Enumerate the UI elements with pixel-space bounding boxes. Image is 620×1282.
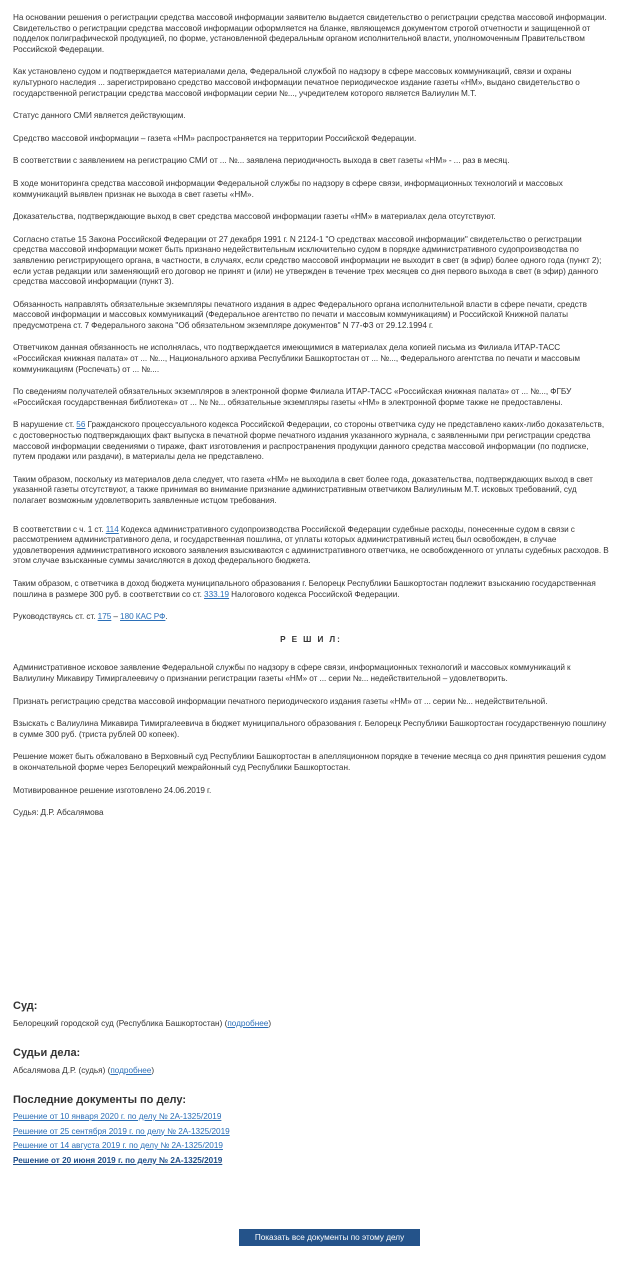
paragraph-text: . [165,612,168,622]
article-175-link[interactable]: 175 [97,612,112,622]
paragraph-text: Гражданского процессуального кодекса Российской Федерации, со стороны ответчика суду не представлено каких-либо доказательств, с достоверностью подтверждающих факт выпуска в печатной форме печатного издания указанного журнала, с заявленными при регистрации средства массовой информации сведениями о тираже, факт изготовления и распространения продукции данного средства массовой информации (по подписке, путем продажи или раздачи), в материалы дела не представлено. [13,420,605,462]
judge-signature: Судья: Д.Р. Абсалямова [13,808,104,818]
paragraph: На основании решения о регистрации средства массовой информации заявителю выдается свидетельство о регистрации средства массовой информации. Свидетельство о регистрации средства массовой информации оформляется на бланке, являющемся документом строгой отчетности и защищенной от подделок полиграфической продукцией, по форме, установленной федеральным органом исполнительной власти, уполномоченным Правительством Российской Федерации. [13,13,607,54]
paragraph: Доказательства, подтверждающие выход в свет средства массовой информации газеты «НМ» в материалах дела отсутствуют. [13,212,496,222]
paragraph: В ходе мониторинга средства массовой информации Федеральной службы по надзору в сфере связи, информационных технологий и массовых коммуникаций выявлен признак не выхода в свет газеты «НМ». [13,178,563,199]
case-info [13,1000,609,1242]
paren: ( [105,1066,111,1075]
recent-docs-heading: Последние документы по делу: [13,1094,187,1106]
court-more-link[interactable]: подробнее [227,1019,269,1028]
paren: ( [222,1019,228,1028]
resolve-heading: Р Е Ш И Л: [280,634,342,644]
list-item [13,1127,609,1137]
court-heading: Суд: [13,1000,38,1012]
paragraph-guided [13,612,609,623]
resolution-item: Взыскать с Валиулина Микавира Тимиргалеевича в бюджет муниципального образования г. Белорецк Республики Башкортостан государственную пошлину в сумме 300 руб. (триста рублей 00 копеек). [13,719,607,739]
court-name: Белорецкий городской суд (Республика Башкортостан) [13,1019,223,1028]
resolution-item: Решение может быть обжаловано в Верховный суд Республики Башкортостан в апелляционном порядке в течение месяца со дня принятия решения судом в окончательной форме через Белорецкий межрайонный суд Республики Башкортостан. [13,752,606,772]
recent-docs-list [13,1112,609,1166]
current-doc-link[interactable]: Решение от 20 июня 2019 г. по делу № 2А-1325/2019 [13,1155,223,1165]
paragraph-gpk [13,420,609,462]
paragraph-text: В нарушение ст. [13,420,77,430]
paren: ) [151,1066,155,1075]
show-all-documents-button[interactable]: Показать все документы по этому делу [239,1229,420,1246]
paren: ) [268,1019,272,1028]
recent-doc-link[interactable]: Решение от 25 сентября 2019 г. по делу № 2А-1325/2019 [13,1126,230,1136]
paragraph-text: Налогового кодекса Российской Федерации. [229,589,400,599]
paragraph-conclusion: Таким образом, поскольку из материалов дела следует, что газета «НМ» не выходила в свет более года, доказательства, подтверждающих выход в свет указанной газеты отсутствуют, а также принимая во внимание признание административным ответчиком Валиулиным М.Т. исковых требований, суд полагает возможным удовлетворить заявленные истцом требования. [13,474,593,505]
list-item [13,1141,609,1151]
list-item [13,1156,609,1166]
resolution-item: Признать регистрацию средства массовой информации печатного периодического издания газеты «НМ» от ... серии №... недействительной. [13,696,548,706]
paragraph: Как установлено судом и подтверждается материалами дела, Федеральной службой по надзору в сфере массовых коммуникаций, связи и охраны культурного наследия ... зарегистрировано средство массовой информации печатное периодическое издание газеты «НМ», выдано свидетельство о государственной регистрации средства массовой информации серии №..., учредителем которого является Валиулин М.Т. [13,67,580,98]
recent-doc-link[interactable]: Решение от 14 августа 2019 г. по делу № 2А-1325/2019 [13,1141,223,1150]
resolution-item: Административное исковое заявление Федеральной службы по надзору в сфере связи, информационных технологий и массовых коммуникаций к Валиулину Микавиру Тимиргалеевичу о признании регистрации газеты «НМ» от ... серии №... недействительной – удовлетворить. [13,663,571,683]
judge-more-link[interactable]: подробнее [110,1066,152,1075]
paragraph: Ответчиком данная обязанность не исполнялась, что подтверждается имеющимися в материалах дела копией письма из Филиала ИТАР-ТАСС «Российская книжная палата» от ... №..., Национального архива Республики Башкортостан от ... №..., Федерального агентства по печати и массовым коммуникациям (Роспечать) от ... №.... [13,343,580,374]
paragraph-text: Таким образом, с ответчика в доход бюджета муниципального образования г. Белорецк Республики Башкортостан подлежит взысканию государственная пошлина в размере 300 руб. в соответствии со ст. [13,578,596,599]
paragraph-text: Кодекса административного судопроизводства Российской Федерации судебные расходы, понесенные судом в связи с рассмотрением административного дела, и государственная пошлина, от уплаты которых административный истец был освобожден, в случае удовлетворения административного искового заявления взыскиваются с административного ответчика, не освобожденного от уплаты судебных расходов. В этом случае взысканные суммы зачисляются в доход федерального бюджета. [13,524,609,566]
dash: – [111,612,121,622]
paragraph: Средство массовой информации – газета «НМ» распространяется на территории Российской Федерации. [13,133,417,143]
judges-heading: Судьи дела: [13,1047,81,1059]
paragraph-text: Руководствуясь ст. ст. [13,612,98,622]
paragraph-text: В соответствии с ч. 1 ст. [13,524,106,534]
list-item [13,1112,609,1122]
paragraph-kas [13,525,609,567]
paragraph: Обязанность направлять обязательные экземпляры печатного издания в адрес Федерального органа исполнительной власти в сфере печати, средств массовой информации и массовых коммуникаций (Федеральное агентство по печати и массовым коммуникациям) и Российской Книжной палаты предусмотрена ст. 7 Федерального закона "Об обязательном экземпляре документов" N 77-ФЗ от 29.12.1994 г. [13,299,587,330]
paragraph-tax [13,579,609,600]
resolution-date: Мотивированное решение изготовлено 24.06.2019 г. [13,785,212,795]
court-line [13,1018,609,1029]
paragraph: Согласно статье 15 Закона Российской Федерации от 27 декабря 1991 г. N 2124-1 "О средствах массовой информации" свидетельство о регистрации средства массовой информации может быть признано недействительным исключительно судом в порядке административного судопроизводства по заявлению регистрирующего органа, в частности, в случаях, если средство массовой информации не выходит в свет (в эфир) более одного года (пункт 2); если устав редакции или заменяющий его договор не принят и (или) не утвержден в течение трех месяцев со дня первого выхода в свет (в эфир) данного средства массовой информации (пункт 3). [13,234,602,287]
decision-text [13,13,609,831]
article-56-link[interactable]: 56 [76,420,86,430]
article-180-link[interactable]: 180 КАС РФ [120,612,166,622]
article-333-19-link[interactable]: 333.19 [204,589,230,599]
judge-name: Абсалямова Д.Р. (судья) [13,1066,106,1075]
paragraph: Статус данного СМИ является действующим. [13,111,186,121]
paragraph: В соответствии с заявлением на регистрацию СМИ от ... №... заявлена периодичность выхода в свет газеты «НМ» - ... раз в месяц. [13,156,510,166]
recent-doc-link[interactable]: Решение от 10 января 2020 г. по делу № 2А-1325/2019 [13,1112,222,1121]
judge-line [13,1065,609,1076]
article-114-link[interactable]: 114 [105,524,119,534]
paragraph: По сведениям получателей обязательных экземпляров в электронной форме Филиала ИТАР-ТАСС «Российская книжная палата» от ... №..., ФГБУ «Российская государственная библиотека» от ... № №... обязательные экземпляры газеты «НМ» в электронной форме также не предоставлены. [13,387,572,407]
